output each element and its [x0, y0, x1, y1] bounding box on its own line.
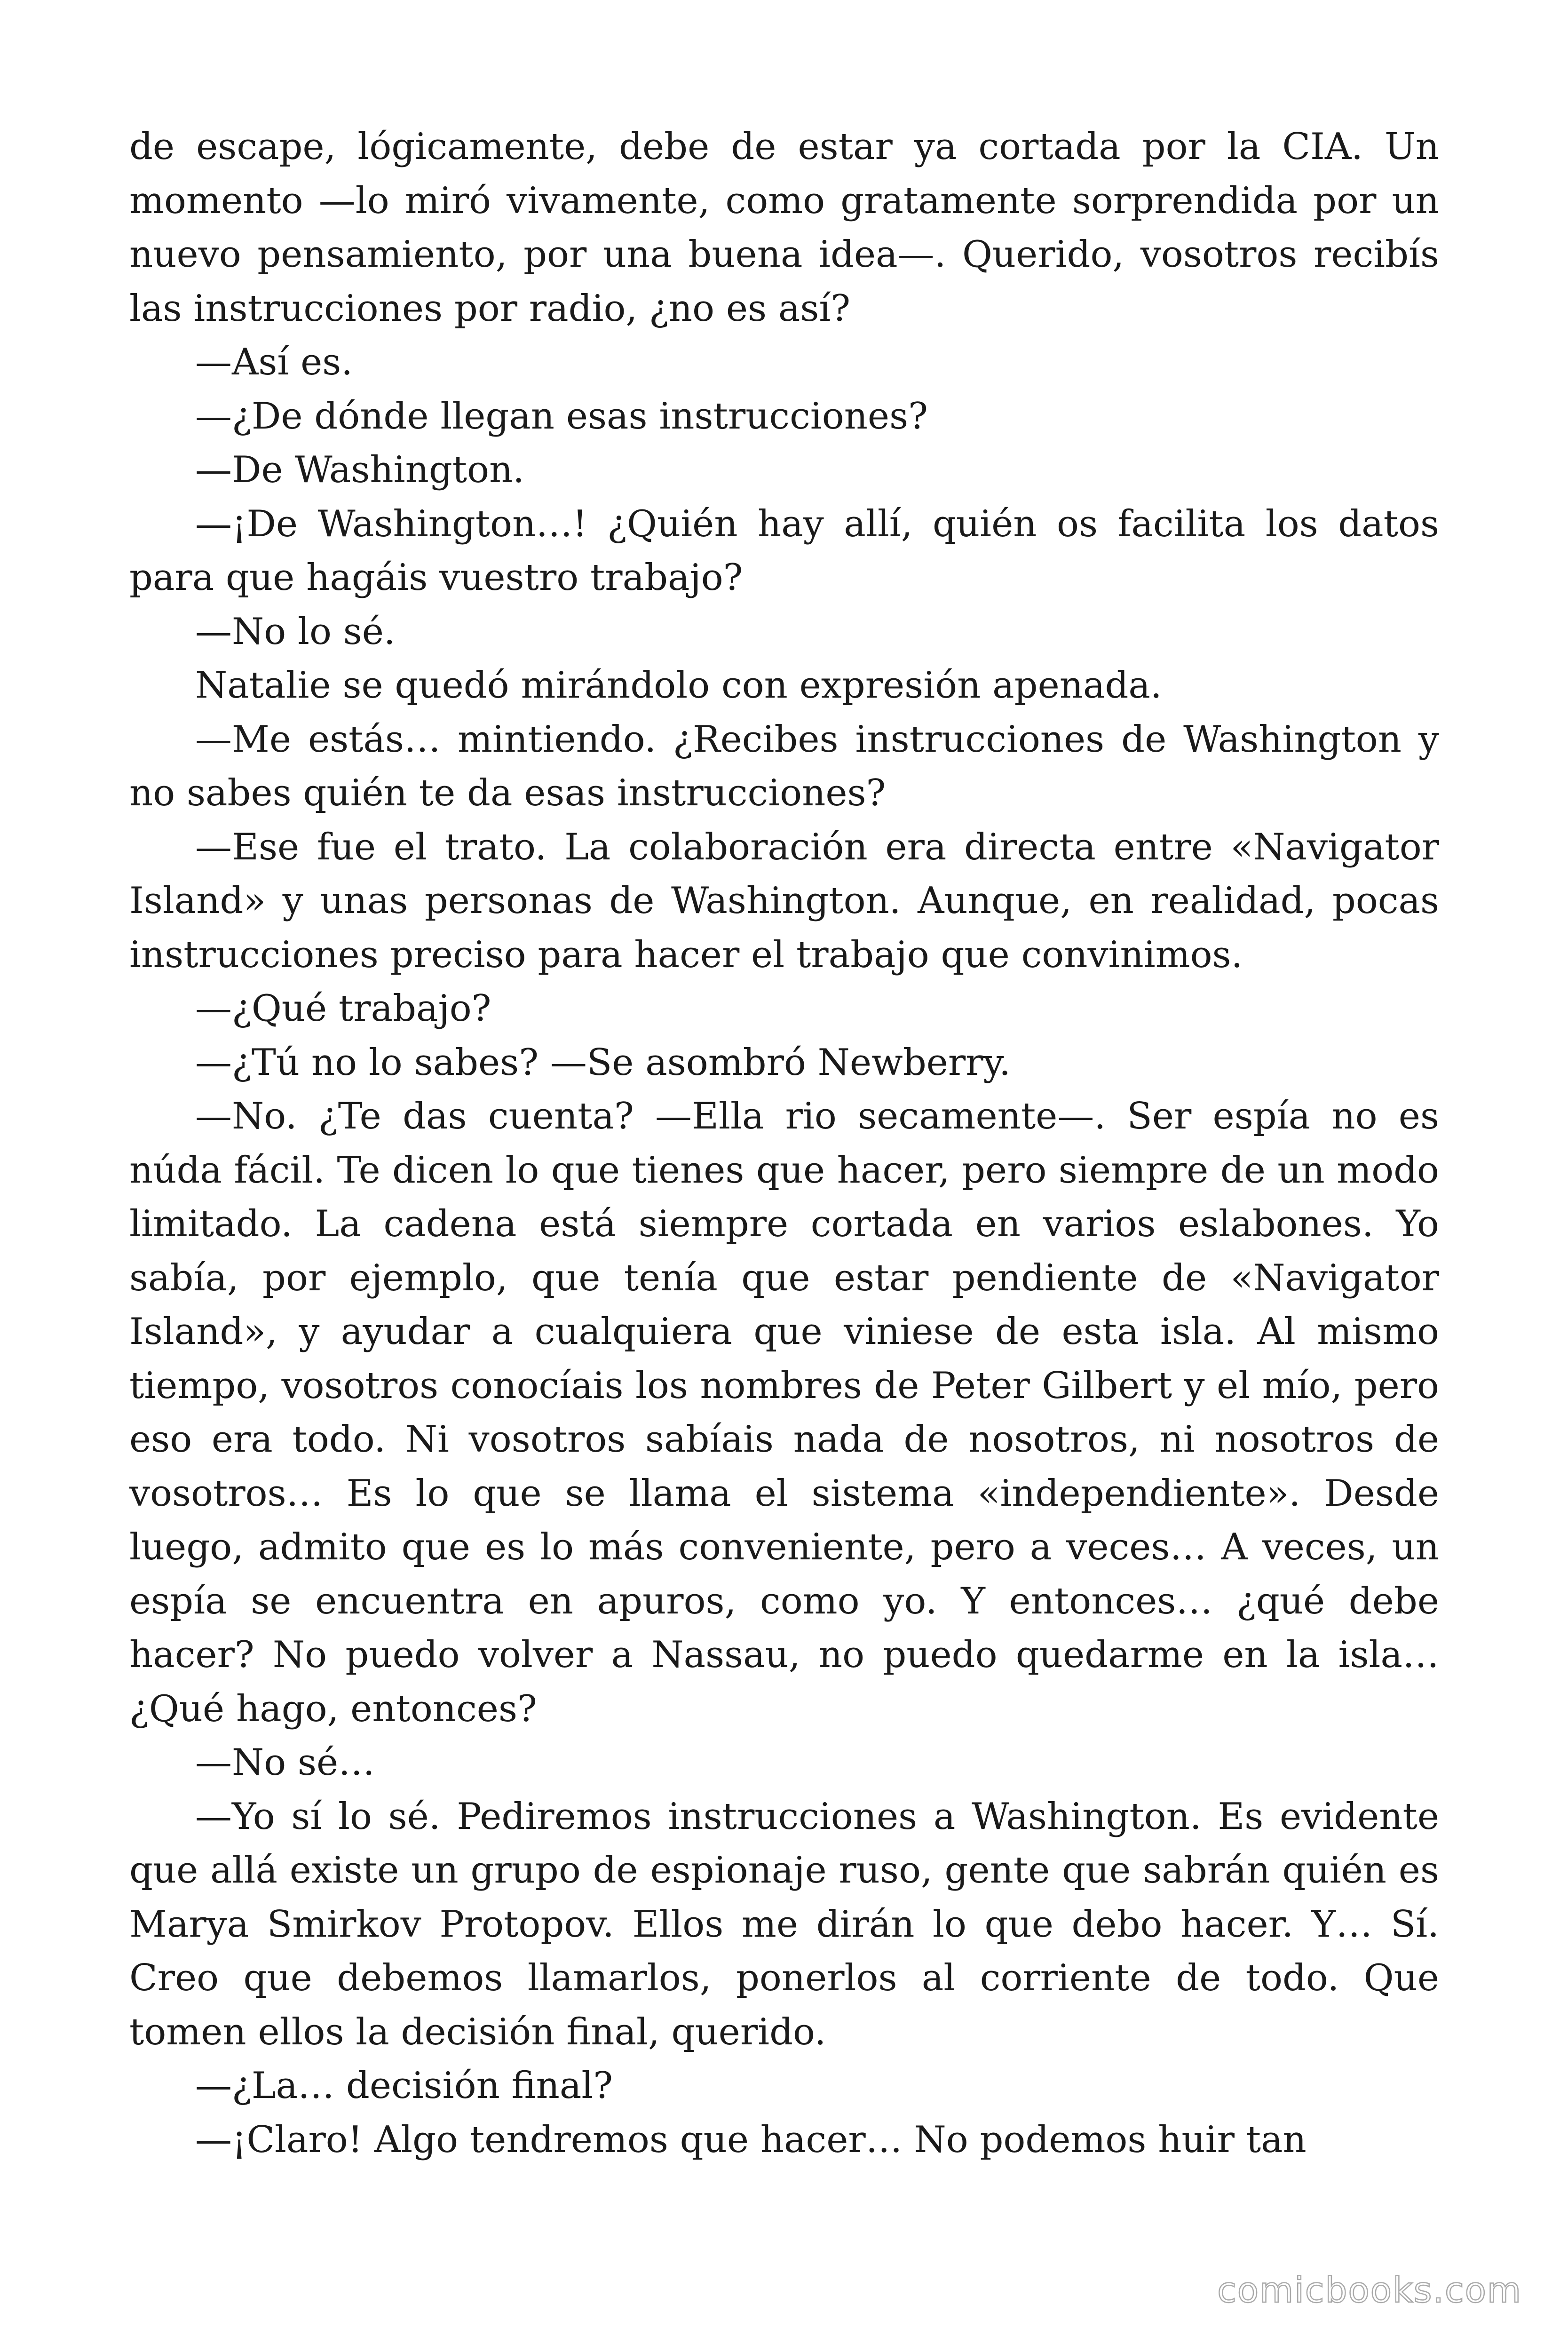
paragraph-1: de escape, lógicamente, debe de estar ya cortada por la CIA. Un momento —lo miró vivamente, como gratamente sorprendida por un nuevo pensamiento, por una buena idea—. Querido, vosotros recibís las instrucciones por radio, ¿no es así? [129, 126, 1439, 330]
paragraph-2: —Así es. [195, 341, 353, 383]
watermark: comicbooks.com [1217, 2270, 1522, 2311]
paragraph-14: —Yo sí lo sé. Pediremos instrucciones a Washington. Es evidente que allá existe un grupo de espionaje ruso, gente que sabrán quién es Marya Smirkov Protopov. Ellos me dirán lo que debo hacer. Y… Sí. Creo que debemos llamarlos, ponerlos al corriente de todo. Que tomen ellos la decisión final, querido. [129, 1795, 1439, 2053]
paragraph-3: —¿De dónde llegan esas instrucciones? [195, 395, 928, 437]
paragraph-15: —¿La… decisión final? [195, 2065, 613, 2107]
paragraph-7: Natalie se quedó mirándolo con expresión apenada. [195, 664, 1162, 707]
body-text [129, 120, 1439, 2167]
paragraph-6: —No lo sé. [195, 610, 396, 653]
paragraph-16: —¡Claro! Algo tendremos que hacer… No podemos huir tan [195, 2118, 1307, 2161]
paragraph-5: —¡De Washington…! ¿Quién hay allí, quién os facilita los datos para que hagáis vuestro trabajo? [129, 502, 1439, 599]
paragraph-11: —¿Tú no lo sabes? —Se asombró Newberry. [195, 1041, 1011, 1084]
paragraph-8: —Me estás… mintiendo. ¿Recibes instrucciones de Washington y no sabes quién te da esas instrucciones? [129, 718, 1439, 814]
paragraph-12: —No. ¿Te das cuenta? —Ella rio secamente—. Ser espía no es núda fácil. Te dicen lo que tienes que hacer, pero siempre de un modo limitado. La cadena está siempre cortada en varios eslabones. Yo sabía, por ejemplo, que tenía que estar pendiente de «Navigator Island», y ayudar a cualquiera que viniese de esta isla. Al mismo tiempo, vosotros conocíais los nombres de Peter Gilbert y el mío, pero eso era todo. Ni vosotros sabíais nada de nosotros, ni nosotros de vosotros… Es lo que se llama el sistema «independiente». Desde luego, admito que es lo más conveniente, pero a veces… A veces, un espía se encuentra en apuros, como yo. Y entonces… ¿qué debe hacer? No puedo volver a Nassau, no puedo quedarme en la isla… ¿Qué hago, entonces? [129, 1095, 1439, 1730]
paragraph-4: —De Washington. [195, 449, 525, 491]
paragraph-10: —¿Qué trabajo? [195, 987, 491, 1030]
paragraph-13: —No sé… [195, 1741, 375, 1784]
paragraph-9: —Ese fue el trato. La colaboración era directa entre «Navigator Island» y unas personas de Washington. Aunque, en realidad, pocas instrucciones preciso para hacer el trabajo que convinimos. [129, 826, 1439, 976]
